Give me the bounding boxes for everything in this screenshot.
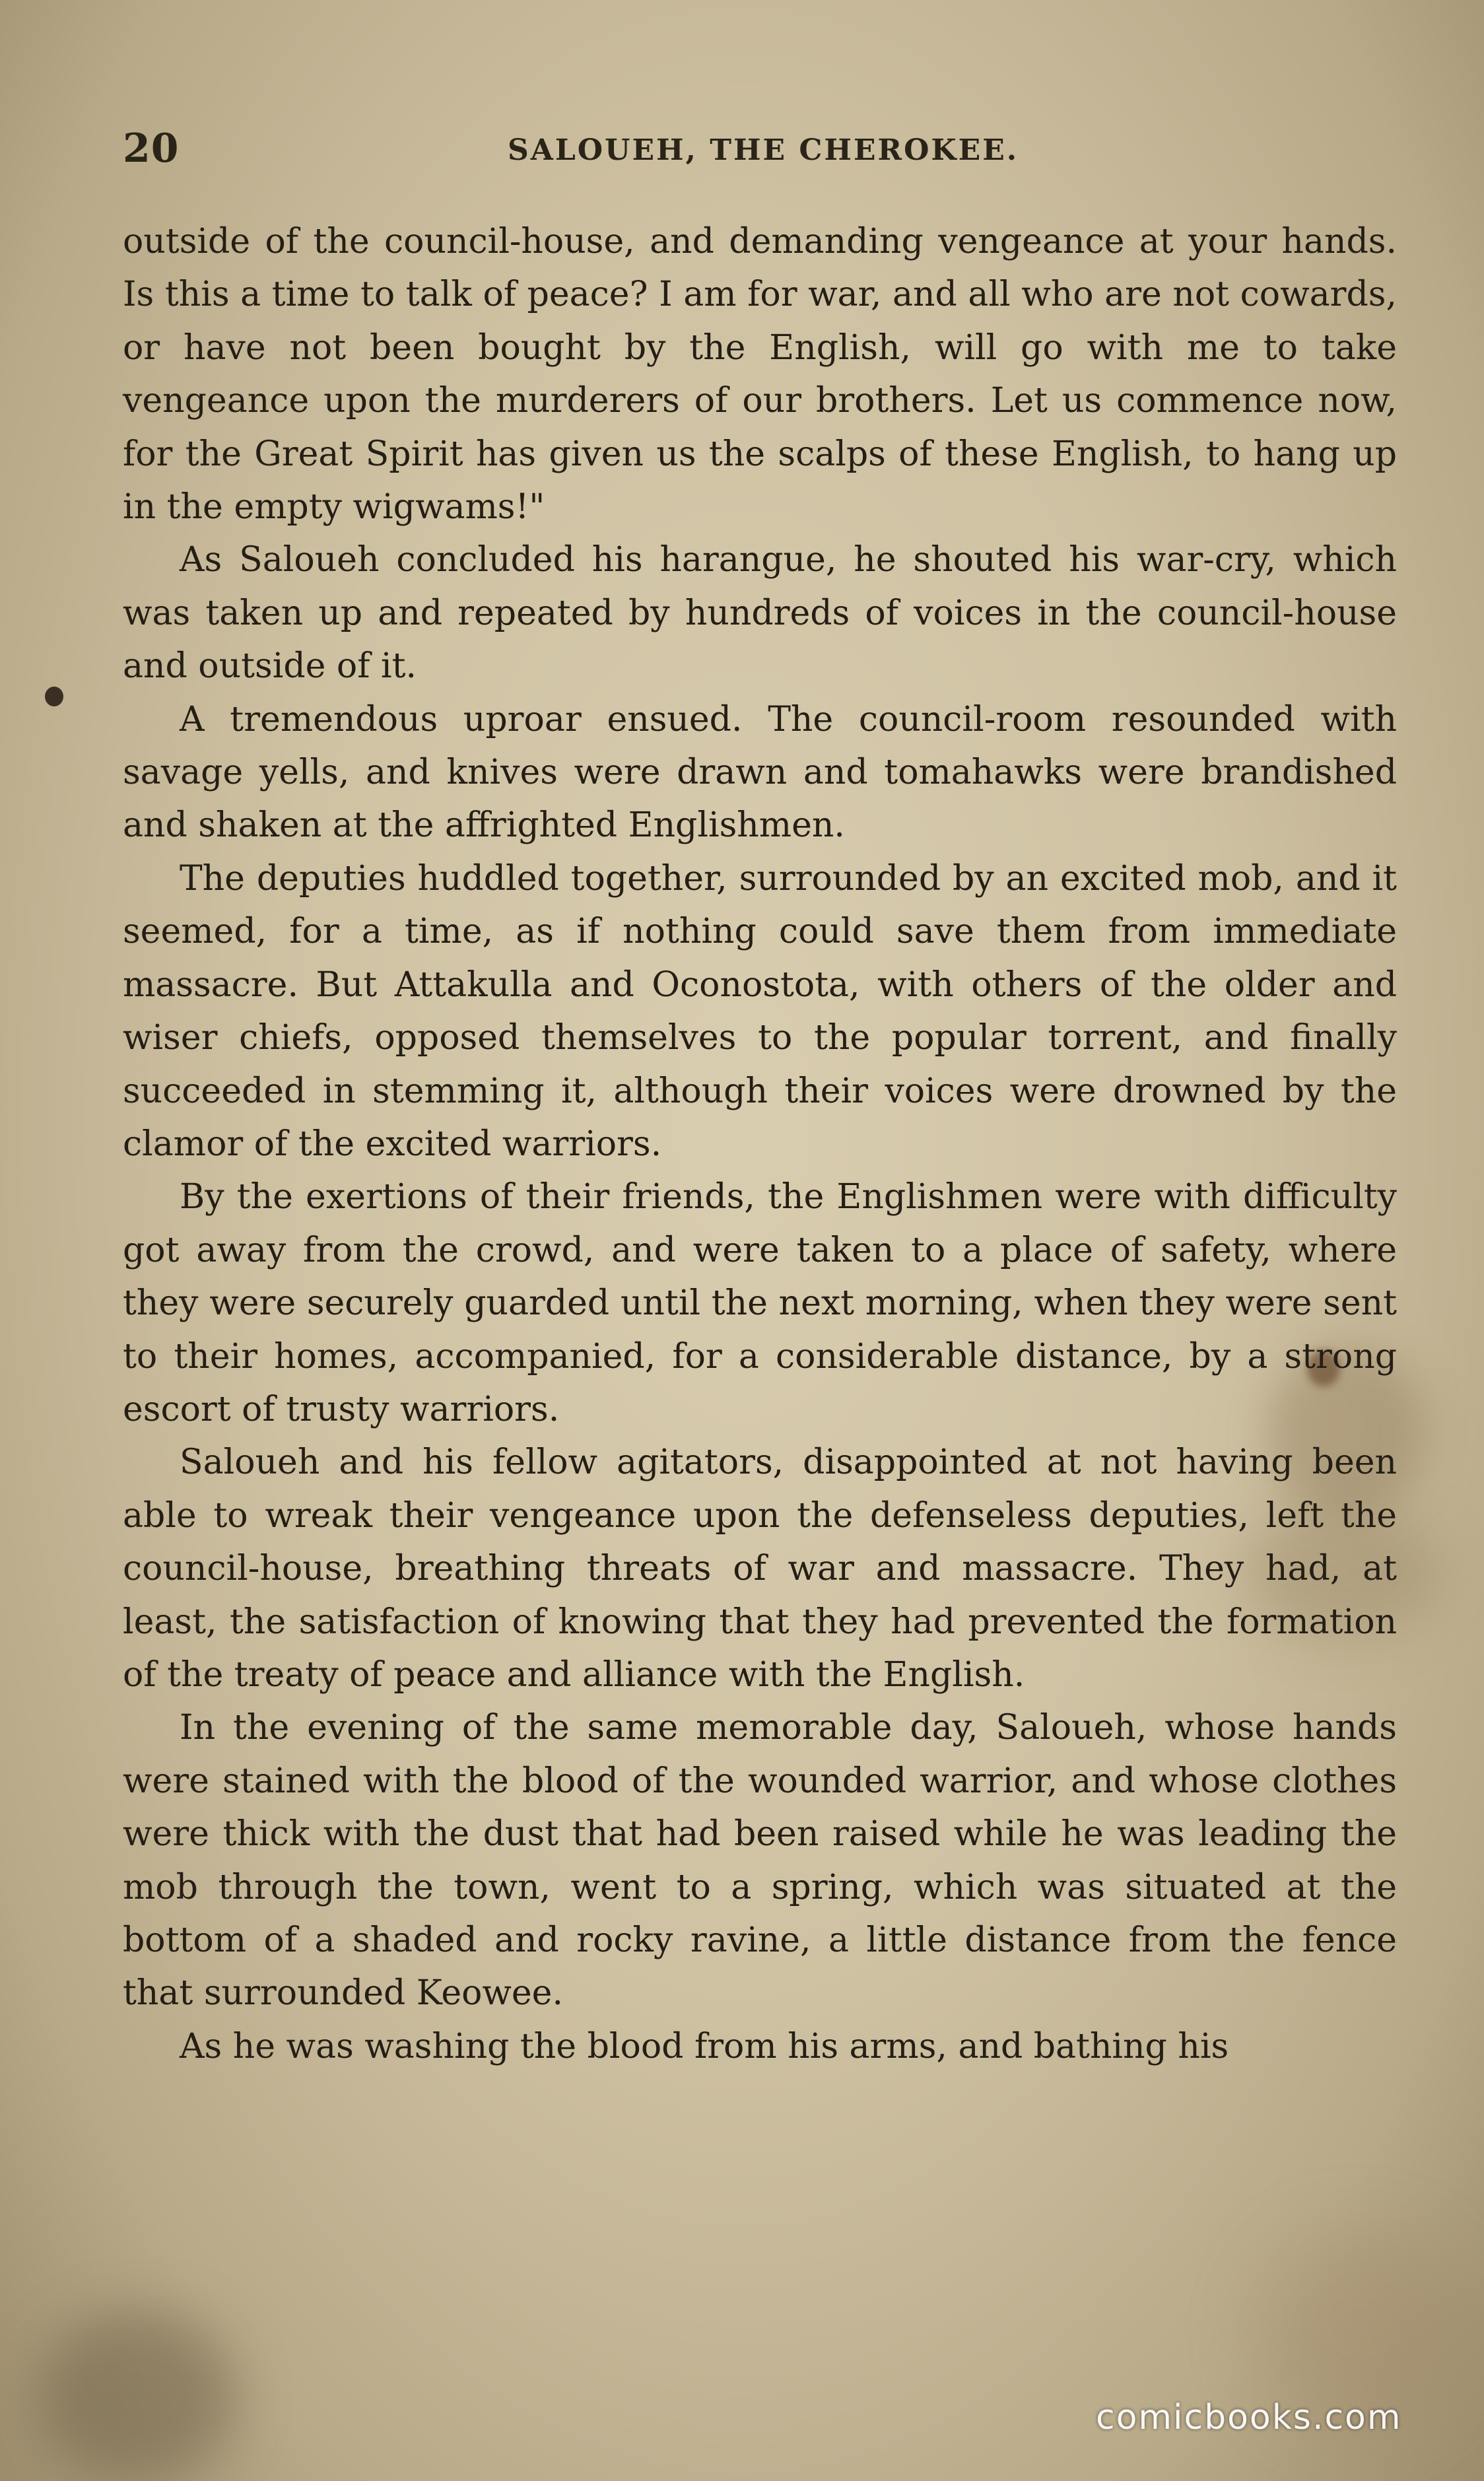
paragraph: In the evening of the same memorable day, Saloueh, whose hands were stained with the blood of the wounded warrior, and whose clothes were thick with the dust that had been raised while he was leading the mob through the town, went to a spring, which was situated at the bottom of a shaded and rocky ravine, a little distance from the fence that surrounded Keowee. bbox=[123, 1708, 1397, 2014]
paragraph: Saloueh and his fellow agitators, disappointed at not having been able to wreak their vengeance upon the defenseless deputies, left the council-house, breathing threats of war and massacre. They had, at least, the satisfaction of knowing that they had prevented the formation of the treaty of peace and alliance with the English. bbox=[123, 1443, 1397, 1695]
paragraph: outside of the council-house, and demanding vengeance at your hands. Is this a time to talk of peace? I am for war, and all who are not cowards, or have not been bought by the English, will go with me to take vengeance upon the murderers of our brothers. Let us commence now, for the Great Spirit has given us the scalps of these English, to hang up in the empty wigwams!" bbox=[123, 222, 1397, 527]
paragraph: As he was washing the blood from his arms, and bathing his bbox=[180, 2026, 1229, 2066]
running-title: SALOUEH, THE CHEROKEE. bbox=[507, 133, 1019, 167]
running-head bbox=[123, 125, 1403, 172]
body-text bbox=[123, 215, 1397, 2073]
page-number: 20 bbox=[123, 125, 180, 172]
paragraph: By the exertions of their friends, the Englishmen were with difficulty got away from the crowd, and were taken to a place of safety, where they were securely guarded until the next morning, when they were sent to their homes, accompanied, for a considerable distance, by a strong escort of trusty warriors. bbox=[123, 1177, 1397, 1429]
ink-spot bbox=[45, 687, 63, 706]
paragraph: A tremendous uproar ensued. The council-room resounded with savage yells, and knives were drawn and tomahawks were brandished and shaken at the affrighted Englishmen. bbox=[123, 699, 1397, 846]
paragraph: The deputies huddled together, surrounded by an excited mob, and it seemed, for a time, as if nothing could save them from immediate massacre. But Attakulla and Oconostota, with others of the older and wiser chiefs, opposed themselves to the popular torrent, and finally succeeded in stemming it, although their voices were drowned by the clamor of the excited warriors. bbox=[123, 858, 1397, 1164]
page-stain bbox=[40, 2311, 238, 2481]
watermark: comicbooks.com bbox=[1096, 2398, 1402, 2437]
paragraph: As Saloueh concluded his harangue, he shouted his war-cry, which was taken up and repeated by hundreds of voices in the council-house and outside of it. bbox=[123, 540, 1397, 687]
